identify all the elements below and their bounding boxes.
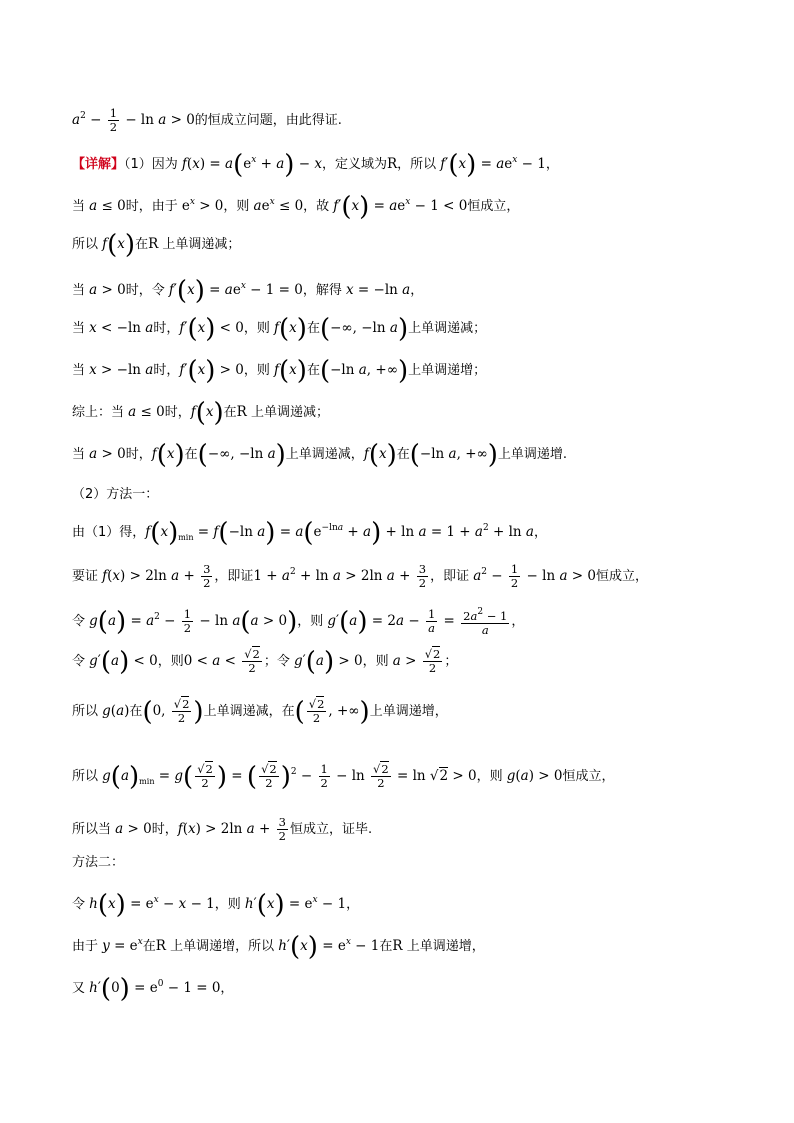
line-1: $a^2$ − $\frac{1}{2}$ − ln a > 0的恒成立问题，由此得证. [72, 106, 342, 134]
line-5: 当 a > 0时，令 $f'(x) = ae^x - 1 = 0$，解得 x = −ln a， [72, 276, 424, 306]
line-10: （2）方法一： [72, 487, 159, 502]
detail-tag: 【详解】 [72, 157, 125, 172]
line-3: 当 a ≤ 0时，由于 $e^x > 0$，则 $ae^x \le 0$，故 $f'(x) = ae^x - 1 < 0$恒成立， [72, 192, 520, 222]
line-4: 所以 f(x)在R 上单调递减； [72, 230, 241, 260]
line-11: 由（1）得，$f(x)_{min} = f(-\ln$ $a) = a(e^{-lna} + a) + \ln a = 1 + a^2 + \ln a$， [72, 518, 547, 548]
line-14: 令 g′(a) < 0，则0 < a < $\frac{√2}{2}$ ；令 g′(a) > 0，则 a > $\frac{√2}{2}$ ； [72, 647, 458, 677]
line-18: 方法二： [72, 855, 125, 870]
line-2: 【详解】（1）因为 $f(x) = a(e^x + a) - x$，定义域为R，所以 $f'(x) = ae^x - 1$， [72, 150, 559, 180]
line-12: 要证 f(x) > 2ln a + $\frac{3}{2}$ ，即证$1 + a^2 + \ln a > 2\ln$ a + $\frac{3}{2}$ ，即证 $a^2$ − $\frac{1}{2}$ − ln a > 0恒成立， [72, 562, 648, 590]
line-19: 令 $h(x) = e^x - x - 1$，则 $h'(x) = e^x - 1$， [72, 890, 360, 920]
line-7: 当 x > −ln a时，f′(x) > 0，则 f(x)在(−ln a, +∞)上单调递增； [72, 356, 487, 386]
line-9: 当 a > 0时，f(x)在(−∞, −ln a)上单调递减，f(x)在(−ln a, +∞)上单调递增. [72, 440, 568, 470]
line-6: 当 x < −ln a时，f′(x) < 0，则 f(x)在(−∞, −ln a)上单调递减； [72, 314, 487, 344]
line-21: 又 $h'(0) = e^0 - 1 = 0$， [72, 974, 234, 1004]
line-17: 所以当 a > 0时，f(x) > 2ln a + $\frac{3}{2}$ 恒成立，证毕. [72, 815, 373, 843]
line-20: 由于 $y = e^x$在R 上单调递增，所以 $h'(x) = e^x - 1$在R 上单调递增， [72, 932, 485, 962]
line-16: 所以 $g(a)_{min} = g$( $\frac{√2}{2}$ ) = ( $\frac{√2}{2}$ )$^2$ − $\frac{1}{2}$ − ln $\frac{√2}{2}$ = ln √2 > 0，则 g(a) > 0恒成立， [72, 762, 615, 792]
line-15: 所以 g(a)在(0, $\frac{√2}{2}$ )上单调递减，在( $\frac{√2}{2}$ , +∞)上单调递增， [72, 697, 448, 727]
line-8: 综上：当 a ≤ 0时，f(x)在R 上单调递减； [72, 398, 329, 428]
line-13: 令 $g(a) = a^2$ − $\frac{1}{2}$ − ln a(a > 0)，则 g′(a) = 2a − $\frac{1}{a}$ = $\frac{2a^2 - 1}{a}$ ， [72, 607, 525, 637]
